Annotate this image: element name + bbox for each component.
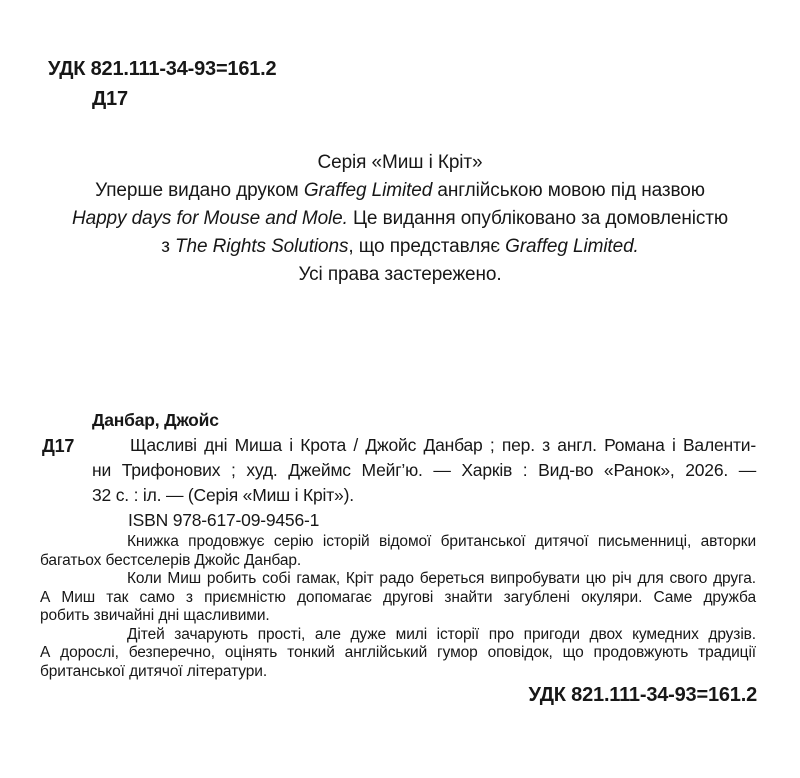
annotation-line: багатьох бестселерів Джойс Данбар. [40, 551, 302, 569]
annotation-line: Дітей зачарують прості, але дуже милі історії про пригоди двох кумедних друзів. [127, 625, 756, 643]
original-title: Happy days for Mouse and Mole. [71, 208, 348, 229]
text-segment: з [161, 236, 176, 257]
first-published-line [0, 177, 800, 205]
udc-number-bottom: УДК 821.111-34-93=161.2 [528, 684, 757, 706]
annotation-line: британської дитячої літератури. [40, 662, 268, 680]
publisher-name: Graffeg Limited [303, 180, 433, 201]
rights-reserved-line: Усі права застережено. [298, 264, 502, 285]
catalog-line: Щасливі дні Миша і Крота / Джойс Данбар ; пер. з англ. Романа і Валенти- [130, 435, 756, 455]
catalog-line: 32 с. : іл. — (Серія «Миш і Кріт»). [92, 485, 354, 505]
isbn-line: ISBN 978-617-09-9456-1 [128, 510, 320, 530]
catalog-line: ни Трифонових ; худ. Джеймс Мейг’ю. — Харків : Вид-во «Ранок», 2026. — [92, 460, 756, 480]
series-line: Серія «Миш і Кріт» [317, 152, 483, 173]
publisher-name: Graffeg Limited. [505, 236, 639, 257]
text-segment: , що представляє [348, 236, 506, 257]
author-sign-top: Д17 [92, 88, 128, 110]
text-segment: англійською мовою під назвою [432, 180, 705, 201]
catalog-card [0, 408, 800, 533]
annotation-line: А Миш так само з приємністю допомагає другові знайти загублені окуляри. Саме дружба [40, 588, 756, 606]
annotation [40, 533, 756, 681]
rights-agency-name: The Rights Solutions [175, 236, 349, 257]
catalog-card-body [92, 408, 756, 533]
text-segment: Це видання опубліковано за домовленістю [347, 208, 728, 229]
original-title-line [0, 205, 800, 233]
author-sign-card: Д17 [42, 436, 75, 456]
udc-block [48, 54, 276, 114]
annotation-line: Коли Миш робить собі гамак, Кріт радо береться випробувати цю річ для свого друга. [127, 570, 756, 587]
annotation-line: робить звичайні дні щасливими. [40, 607, 270, 624]
annotation-paragraph [40, 570, 756, 626]
udc-number-top: УДК 821.111-34-93=161.2 [48, 58, 277, 80]
annotation-line: Книжка продовжує серію історій відомої британської дитячої письменниці, авторки [127, 533, 756, 550]
annotation-paragraph [40, 533, 756, 570]
edition-note [0, 149, 800, 289]
text-segment: Уперше видано друком [95, 180, 304, 201]
annotation-paragraph [40, 626, 756, 682]
rights-agency-line [0, 233, 800, 261]
catalog-author-heading: Данбар, Джойс [92, 410, 219, 430]
annotation-line: А дорослі, безперечно, оцінять тонкий англійський гумор оповідок, що продовжують традиції [40, 644, 756, 661]
